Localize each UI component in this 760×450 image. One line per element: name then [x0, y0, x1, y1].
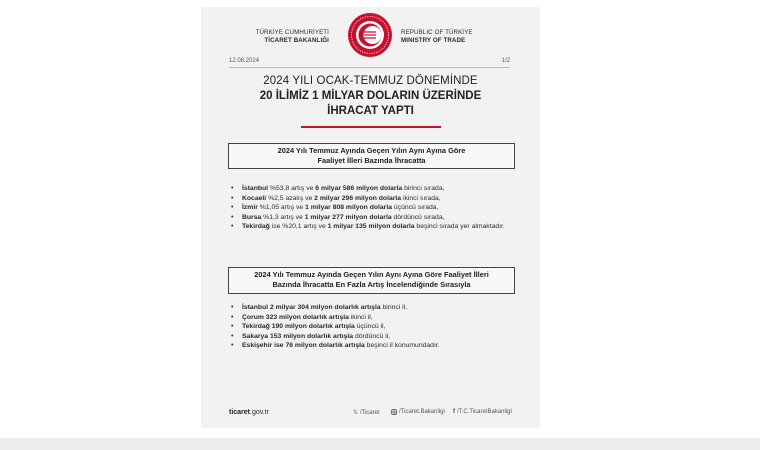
- item-text: dördüncü il,: [353, 332, 391, 340]
- bullet-icon: •: [231, 304, 234, 311]
- section2-heading-line1: 2024 Yılı Temmuz Ayında Geçen Yılın Aynı Ayına Göre Faaliyet İlleri: [254, 270, 489, 279]
- x-handle: /Ticaret: [359, 409, 380, 416]
- list-item: [229, 184, 519, 194]
- list-item: [229, 322, 519, 332]
- item-text: %2,5 azalış ve: [266, 194, 315, 202]
- bullet-icon: •: [231, 185, 234, 192]
- section2-heading: [228, 267, 515, 294]
- bullet-icon: •: [231, 342, 234, 350]
- title-line2: 20 İLİMİZ 1 MİLYAR DOLARIN ÜZERİNDE: [259, 90, 482, 102]
- item-bold: Tekirdağ 190 milyon dolarlık artışla: [242, 323, 355, 331]
- instagram-link[interactable]: [391, 409, 445, 415]
- item-text: dördüncü sırada,: [391, 213, 445, 221]
- document-page: [201, 7, 540, 428]
- item-text: %53,8 artış ve: [268, 185, 316, 192]
- item-bold: İstanbul: [242, 185, 269, 192]
- item-text: beşinci il konumundadır.: [364, 342, 440, 350]
- facebook-link[interactable]: [453, 409, 512, 415]
- ministry-logo-icon: [347, 12, 393, 58]
- bullet-icon: •: [231, 194, 234, 202]
- section2-list: [229, 303, 519, 351]
- title-underline: [301, 126, 441, 128]
- item-bold: Bursa: [242, 213, 262, 221]
- item-bold: 1 milyar 277 milyon dolarla: [304, 213, 392, 221]
- bullet-icon: •: [231, 332, 234, 340]
- x-icon: 𝕏: [353, 410, 358, 416]
- item-text: %1,3 artış ve: [261, 213, 305, 221]
- list-item: [229, 194, 519, 204]
- item-bold: Tekirdağ: [242, 223, 270, 231]
- list-item: [229, 313, 519, 323]
- instagram-handle: /Ticaret.Bakanligi: [399, 409, 445, 415]
- header-left-line1: TÜRKİYE CUMHURİYETİ: [255, 29, 329, 36]
- item-text: ikinci il,: [348, 313, 373, 321]
- bullet-icon: •: [231, 223, 234, 231]
- bullet-icon: •: [231, 213, 234, 221]
- header-right-line2: MINISTRY OF TRADE: [401, 37, 466, 44]
- item-text: ikinci sırada,: [401, 194, 441, 202]
- section1-heading-line1: 2024 Yılı Temmuz Ayında Geçen Yılın Aynı Ayına Göre: [277, 146, 466, 155]
- section2-heading-line2: Bazında İhracatta En Fazla Artış İncelendiğinde Sırasıyla: [272, 280, 471, 289]
- list-item: [229, 303, 519, 313]
- instagram-icon: [391, 409, 397, 415]
- list-item: [229, 213, 519, 223]
- item-text: %1,05 artış ve: [257, 204, 306, 212]
- website-bold: ticaret: [229, 409, 251, 416]
- item-bold: 1 milyar 135 milyon dolarla: [327, 223, 415, 231]
- title-line3: İHRACAT YAPTI: [327, 105, 414, 117]
- list-item: [229, 203, 519, 213]
- item-text: birinci il,: [380, 304, 408, 311]
- section1-list: [229, 184, 519, 232]
- section1-heading: [228, 143, 515, 169]
- item-bold: 2 milyar 296 milyon dolarla: [314, 194, 402, 202]
- item-bold: 6 milyar 586 milyon dolarla: [315, 185, 403, 192]
- item-bold: Eskişehir ise 76 milyon dolarlık artışla: [242, 342, 365, 350]
- document-date: 12.08.2024: [229, 58, 260, 64]
- item-bold: 1 milyar 808 milyon dolarla: [305, 204, 392, 212]
- item-bold: Sakarya 153 milyon dolarlık artışla: [242, 332, 354, 340]
- document-title: [221, 74, 520, 119]
- bullet-icon: •: [231, 323, 234, 331]
- facebook-handle: /T.C.TicaretBakanligi: [457, 409, 512, 415]
- website-link[interactable]: [229, 409, 269, 416]
- item-text: üçüncü il,: [354, 323, 386, 331]
- item-bold: Çorum 323 milyon dolarlık artışla: [242, 313, 349, 321]
- facebook-icon: f: [453, 409, 455, 415]
- header-right: [401, 29, 511, 45]
- list-item: [229, 332, 519, 342]
- page-number: 1/2: [501, 58, 510, 64]
- item-bold: Kocaeli: [242, 194, 267, 202]
- item-text: beşinci sırada yer almaktadır.: [414, 223, 505, 231]
- x-link[interactable]: [353, 409, 380, 416]
- section1-heading-line2: Faaliyet İlleri Bazında İhracatta: [317, 156, 426, 165]
- title-line1: 2024 YILI OCAK-TEMMUZ DÖNEMİNDE: [263, 75, 478, 87]
- header-right-line1: REPUBLIC OF TÜRKİYE: [401, 29, 473, 36]
- bullet-icon: •: [231, 313, 234, 321]
- item-text: üçüncü sırada,: [392, 204, 439, 212]
- header-divider: [229, 67, 510, 68]
- bullet-icon: •: [231, 204, 234, 212]
- website-rest: .gov.tr: [250, 409, 269, 416]
- item-bold: İzmir: [242, 204, 258, 212]
- item-text: ise %20,1 artış ve: [269, 223, 328, 231]
- list-item: [229, 341, 519, 351]
- list-item: [229, 222, 519, 232]
- header-left: [229, 29, 329, 45]
- page-bottom-strip: [0, 438, 760, 450]
- header-left-line2: TİCARET BAKANLIĞI: [264, 37, 329, 44]
- item-bold: İstanbul 2 milyar 304 milyon dolarlık artışla: [242, 304, 381, 311]
- item-text: birinci sırada,: [402, 185, 445, 192]
- document-footer: [229, 409, 512, 421]
